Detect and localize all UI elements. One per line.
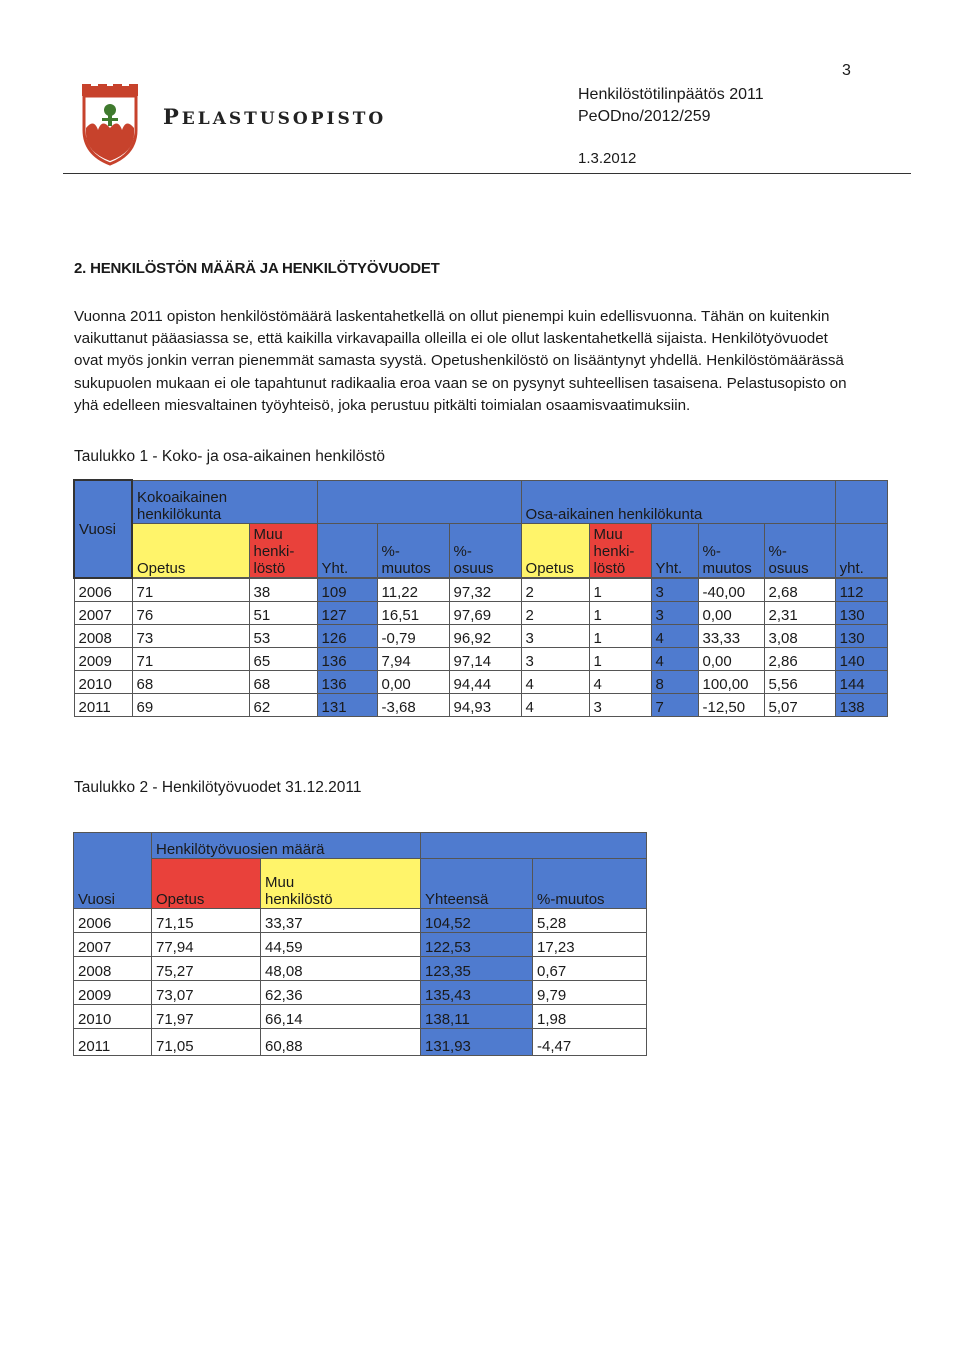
table1-cell-osuus-full: 97,14: [449, 647, 521, 670]
muutos-label: muutos: [702, 559, 752, 577]
table1-col-yht-full: Yht.: [317, 523, 377, 577]
table1-cell-opetus-part: 2: [521, 601, 589, 624]
table-row: [74, 647, 887, 670]
table2-cell-opetus: 73,07: [152, 981, 261, 1005]
table1-cell-muu-full: 65: [249, 647, 317, 670]
table1-cell-total: 130: [835, 624, 887, 647]
table1-col-muutos-part: [698, 523, 764, 577]
table2-cell-vuosi: 2006: [74, 909, 152, 933]
table1-header-spacer: [317, 480, 521, 523]
table2-col-yhteensa: Yhteensä: [421, 859, 533, 909]
table1-cell-yht-full: 136: [317, 647, 377, 670]
table1-cell-osuus-part: 5,07: [764, 693, 835, 716]
table1-cell-muutos-part: 0,00: [698, 647, 764, 670]
table1-cell-muu-full: 68: [249, 670, 317, 693]
table1-cell-osuus-full: 94,93: [449, 693, 521, 716]
table1-cell-osuus-part: 5,56: [764, 670, 835, 693]
muu-label: Muu: [593, 525, 623, 543]
table2-cell-opetus: 75,27: [152, 957, 261, 981]
table1-cell-yht-part: 3: [651, 601, 698, 624]
table1-col-opetus-part: Opetus: [521, 523, 589, 577]
table1-cell-muu-full: 51: [249, 601, 317, 624]
page-number: 3: [842, 62, 851, 79]
henkilosto-label: henkilöstö: [265, 891, 333, 908]
table2-cell-muu: 60,88: [261, 1029, 421, 1056]
henki-label: henki-: [593, 542, 635, 560]
table2-cell-muu: 66,14: [261, 1005, 421, 1029]
paragraph-line: vaikuttanut pääasiassa se, että kaikilla virkavapailla olleilla ei ole ollut laskentahetkellä sijaista. Henkilötyövuodet: [74, 330, 828, 348]
table2-header-group: Henkilötyövuosien määrä: [152, 833, 421, 859]
paragraph-line: yhä edelleen miesvaltainen työyhteisö, joka perustuu pitkälti toimialan osaamisvaatimuksiin.: [74, 396, 691, 414]
table2-cell-vuosi: 2007: [74, 933, 152, 957]
body-paragraph: [74, 306, 904, 417]
table1-cell-muutos-full: 7,94: [377, 647, 449, 670]
table2-cell-vuosi: 2008: [74, 957, 152, 981]
table1-cell-muu-full: 38: [249, 578, 317, 601]
table2-cell-muutos: 9,79: [533, 981, 647, 1005]
table1-cell-yht-part: 4: [651, 647, 698, 670]
table1-col-yht-part: Yht.: [651, 523, 698, 577]
table-row: [74, 670, 887, 693]
table1-cell-opetus-part: 3: [521, 647, 589, 670]
table1-cell-vuosi: 2007: [74, 601, 132, 624]
table1-cell-muutos-part: 100,00: [698, 670, 764, 693]
table2-cell-vuosi: 2010: [74, 1005, 152, 1029]
table1-cell-muu-part: 1: [589, 578, 651, 601]
muu-label: Muu: [265, 874, 295, 891]
table-row: [74, 933, 647, 957]
table1-cell-vuosi: 2011: [74, 693, 132, 716]
table2-header-spacer: [421, 833, 647, 859]
muutos-pct-label: %-: [702, 542, 721, 560]
table1-cell-muutos-full: 0,00: [377, 670, 449, 693]
table1-header-kokoaikainen: [132, 480, 317, 523]
table1-cell-osuus-part: 2,86: [764, 647, 835, 670]
table1-cell-osuus-full: 96,92: [449, 624, 521, 647]
table1-cell-opetus-part: 4: [521, 670, 589, 693]
table2-cell-muutos: 0,67: [533, 957, 647, 981]
table1-cell-muutos-part: -40,00: [698, 578, 764, 601]
table1-cell-muu-full: 62: [249, 693, 317, 716]
table2-cell-muutos: 17,23: [533, 933, 647, 957]
table1-cell-vuosi: 2010: [74, 670, 132, 693]
table2-cell-muutos: 5,28: [533, 909, 647, 933]
losto-label: löstö: [253, 559, 286, 577]
table2-cell-muu: 44,59: [261, 933, 421, 957]
table2-cell-muutos: -4,47: [533, 1029, 647, 1056]
table2-cell-yhteensa: 131,93: [421, 1029, 533, 1056]
osuus-pct-label: %-: [453, 542, 472, 560]
table1-col-muu-part: [589, 523, 651, 577]
table1-cell-opetus-part: 3: [521, 624, 589, 647]
organization-name: [163, 104, 386, 129]
table1-header-spacer-right: [835, 480, 887, 523]
table-row: [74, 624, 887, 647]
table1-col-total: yht.: [835, 523, 887, 577]
table1-col-osuus-full: [449, 523, 521, 577]
table1-cell-total: 112: [835, 578, 887, 601]
paragraph-line: ovat myös jonkin verran pienemmät samasta syystä. Opetushenkilöstö on lisääntynyt yhdellä. Henkilöstömäärässä: [74, 352, 844, 370]
kokoaikainen-line2: henkilökunta: [137, 505, 222, 523]
muu-label: Muu: [253, 525, 283, 543]
table-row: [74, 1029, 647, 1056]
table1-cell-vuosi: 2008: [74, 624, 132, 647]
table1-cell-muutos-full: 11,22: [377, 578, 449, 601]
paragraph-line: Vuonna 2011 opiston henkilöstömäärä laskentahetkellä on ollut pienempi kuin edellisvuonna. Tähän on kuitenkin: [74, 308, 830, 325]
table1-cell-osuus-full: 97,69: [449, 601, 521, 624]
table1-cell-opetus-part: 4: [521, 693, 589, 716]
table1-col-opetus-full: Opetus: [132, 523, 249, 577]
table1-cell-yht-full: 131: [317, 693, 377, 716]
document-meta: [578, 84, 764, 128]
table2-cell-muu: 33,37: [261, 909, 421, 933]
table1-cell-vuosi: 2006: [74, 578, 132, 601]
document-date: 1.3.2012: [578, 150, 637, 167]
table1-cell-opetus-full: 68: [132, 670, 249, 693]
org-name-rest: ELASTUSOPISTO: [181, 109, 387, 129]
table-row: [74, 957, 647, 981]
document-title: Henkilöstötilinpäätös 2011: [578, 86, 764, 103]
table1-caption: Taulukko 1 - Koko- ja osa-aikainen henkilöstö: [74, 448, 386, 465]
table2-cell-vuosi: 2011: [74, 1029, 152, 1056]
table-row: [74, 909, 647, 933]
table1-cell-muutos-part: 0,00: [698, 601, 764, 624]
table-row: [74, 693, 887, 716]
table1-cell-yht-full: 136: [317, 670, 377, 693]
table2-cell-yhteensa: 135,43: [421, 981, 533, 1005]
table1-cell-opetus-part: 2: [521, 578, 589, 601]
table1-cell-yht-full: 109: [317, 578, 377, 601]
table1-header-vuosi: [74, 480, 132, 578]
henki-label: henki-: [253, 542, 295, 560]
paragraph-line: sukupuolen mukaan ei ole tapahtunut radikaalia eroa vaan se on pysynyt suhteellisen tasaisena. Pelastusopisto on: [74, 374, 847, 392]
table1-cell-muutos-full: 16,51: [377, 601, 449, 624]
table1-cell-muu-full: 53: [249, 624, 317, 647]
table2-cell-muu: 62,36: [261, 981, 421, 1005]
table2-cell-yhteensa: 104,52: [421, 909, 533, 933]
header-divider: [63, 173, 911, 174]
losto-label: löstö: [593, 559, 626, 577]
table2-cell-opetus: 77,94: [152, 933, 261, 957]
table2-col-muutos: %-muutos: [533, 859, 647, 909]
table1-cell-muu-part: 1: [589, 624, 651, 647]
table1-cell-yht-part: 3: [651, 578, 698, 601]
table1-cell-yht-full: 126: [317, 624, 377, 647]
table1-cell-muu-part: 4: [589, 670, 651, 693]
table1-header-osa-aikainen: Osa-aikainen henkilökunta: [521, 480, 835, 523]
table1-cell-opetus-full: 71: [132, 578, 249, 601]
table-row: [74, 578, 887, 601]
coat-of-arms-logo-icon: [78, 84, 142, 166]
osuus-label: osuus: [453, 559, 494, 577]
table1-cell-opetus-full: 71: [132, 647, 249, 670]
table1-cell-muutos-full: -3,68: [377, 693, 449, 716]
table2-cell-opetus: 71,05: [152, 1029, 261, 1056]
table1-cell-osuus-part: 2,68: [764, 578, 835, 601]
table1-cell-total: 138: [835, 693, 887, 716]
table1-cell-total: 144: [835, 670, 887, 693]
table1-cell-total: 130: [835, 601, 887, 624]
table2-cell-yhteensa: 123,35: [421, 957, 533, 981]
table1-col-muutos-full: [377, 523, 449, 577]
table1-cell-muu-part: 1: [589, 647, 651, 670]
table2-cell-opetus: 71,97: [152, 1005, 261, 1029]
table1-cell-osuus-part: 3,08: [764, 624, 835, 647]
table2-caption: Taulukko 2 - Henkilötyövuodet 31.12.2011: [74, 779, 362, 796]
table-row: [74, 981, 647, 1005]
kokoaikainen-line1: Kokoaikainen: [137, 488, 228, 506]
table2-col-opetus: Opetus: [152, 859, 261, 909]
table2-col-muu: [261, 859, 421, 909]
table2-cell-muu: 48,08: [261, 957, 421, 981]
document-number: PeODno/2012/259: [578, 108, 711, 125]
table1-vuosi-label: Vuosi: [79, 520, 116, 538]
table-row: [74, 1005, 647, 1029]
table1-cell-muutos-full: -0,79: [377, 624, 449, 647]
table1-col-muu-full: [249, 523, 317, 577]
table1-cell-yht-part: 4: [651, 624, 698, 647]
table1-col-osuus-part: [764, 523, 835, 577]
table1-cell-opetus-full: 69: [132, 693, 249, 716]
table2-cell-yhteensa: 122,53: [421, 933, 533, 957]
table1-cell-muutos-part: 33,33: [698, 624, 764, 647]
table2-cell-yhteensa: 138,11: [421, 1005, 533, 1029]
table2-cell-muutos: 1,98: [533, 1005, 647, 1029]
table1-cell-yht-part: 8: [651, 670, 698, 693]
osuus-label: osuus: [768, 559, 809, 577]
table1-cell-opetus-full: 73: [132, 624, 249, 647]
table2-person-years: [73, 832, 647, 1056]
table1-cell-total: 140: [835, 647, 887, 670]
osuus-pct-label: %-: [768, 542, 787, 560]
table1-cell-yht-full: 127: [317, 601, 377, 624]
table1-cell-osuus-full: 94,44: [449, 670, 521, 693]
table1-cell-vuosi: 2009: [74, 647, 132, 670]
table1-cell-opetus-full: 76: [132, 601, 249, 624]
muutos-pct-label: %-: [381, 542, 400, 560]
table-row: [74, 601, 887, 624]
table1-cell-osuus-part: 2,31: [764, 601, 835, 624]
table2-header-vuosi: Vuosi: [74, 833, 152, 909]
table1-cell-yht-part: 7: [651, 693, 698, 716]
table1-cell-muu-part: 1: [589, 601, 651, 624]
muutos-label: muutos: [381, 559, 431, 577]
org-name-letter: P: [163, 104, 182, 129]
table2-cell-opetus: 71,15: [152, 909, 261, 933]
table1-cell-muu-part: 3: [589, 693, 651, 716]
table1-staff-counts: [73, 479, 888, 717]
table2-cell-vuosi: 2009: [74, 981, 152, 1005]
section-heading: 2. HENKILÖSTÖN MÄÄRÄ JA HENKILÖTYÖVUODET: [74, 260, 440, 277]
table1-cell-muutos-part: -12,50: [698, 693, 764, 716]
table1-cell-osuus-full: 97,32: [449, 578, 521, 601]
